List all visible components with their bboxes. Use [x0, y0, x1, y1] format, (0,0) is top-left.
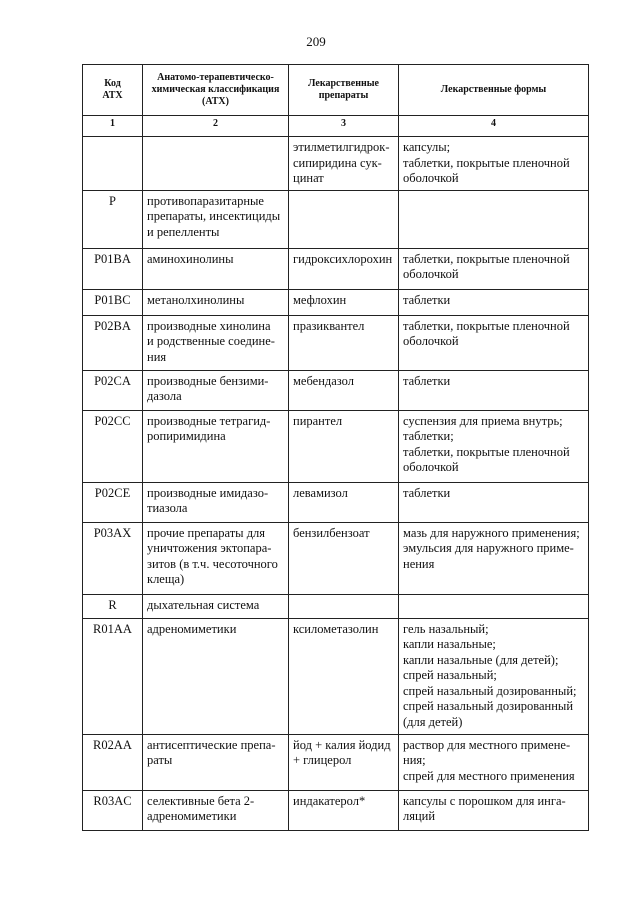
column-number: 4 [399, 116, 589, 137]
classification: противопаразитарные препараты, инсектициды и репелленты [143, 190, 289, 248]
classification: метанолхинолины [143, 289, 289, 315]
atx-code: P03AX [83, 522, 143, 594]
dosage-forms: таблетки [399, 370, 589, 410]
column-number: 2 [143, 116, 289, 137]
table-row [83, 790, 589, 830]
dosage-forms [399, 190, 589, 248]
drug-name: бензилбензоат [289, 522, 399, 594]
column-number: 1 [83, 116, 143, 137]
header-dosage-forms: Лекарственные формы [399, 65, 589, 116]
header-atx-classification: Анатомо-терапевтическо- химическая классификация (АТХ) [143, 65, 289, 116]
atx-code: P02BA [83, 315, 143, 370]
atx-code: P02CA [83, 370, 143, 410]
dosage-forms: капсулы; таблетки, покрытые пленочной оболочкой [399, 137, 589, 191]
header-atx-code: Код АТХ [83, 65, 143, 116]
atx-code: R [83, 594, 143, 618]
atx-code: P [83, 190, 143, 248]
page-number: 209 [306, 34, 326, 49]
table-row [83, 370, 589, 410]
dosage-forms: капсулы с порошком для инга- ляций [399, 790, 589, 830]
dosage-forms: таблетки [399, 289, 589, 315]
classification: прочие препараты для уничтожения эктопара- зитов (в т.ч. чесоточного клеща) [143, 522, 289, 594]
classification: производные хинолина и родственные соедине- ния [143, 315, 289, 370]
table-row [83, 410, 589, 482]
dosage-forms: таблетки, покрытые пленочной оболочкой [399, 315, 589, 370]
dosage-forms: таблетки, покрытые пленочной оболочкой [399, 248, 589, 289]
table-row [83, 482, 589, 522]
drug-name: гидроксихлорохин [289, 248, 399, 289]
dosage-forms [399, 594, 589, 618]
drug-name: пирантел [289, 410, 399, 482]
drug-name: йод + калия йодид + глицерол [289, 734, 399, 790]
drug-name: мебендазол [289, 370, 399, 410]
table-row [83, 315, 589, 370]
classification: аминохинолины [143, 248, 289, 289]
table-row [83, 248, 589, 289]
classification: производные тетрагид- ропиримидина [143, 410, 289, 482]
drug-name [289, 594, 399, 618]
drug-name [289, 190, 399, 248]
atx-table [82, 64, 589, 831]
table-row [83, 289, 589, 315]
atx-code: R02AA [83, 734, 143, 790]
drug-name: индакатерол* [289, 790, 399, 830]
drug-name: мефлохин [289, 289, 399, 315]
column-number-row [83, 116, 589, 137]
classification [143, 137, 289, 191]
drug-name: этилметилгидрок- сипиридина сук- цинат [289, 137, 399, 191]
atx-code [83, 137, 143, 191]
drug-name: празиквантел [289, 315, 399, 370]
table-row [83, 618, 589, 734]
dosage-forms: раствор для местного примене- ния; спрей для местного применения [399, 734, 589, 790]
atx-code: R03AC [83, 790, 143, 830]
table-row [83, 137, 589, 191]
dosage-forms: мазь для наружного применения; эмульсия для наружного приме- нения [399, 522, 589, 594]
atx-code: R01AA [83, 618, 143, 734]
dosage-forms: гель назальный; капли назальные; капли назальные (для детей); спрей назальный; спрей назальный дозированный; спрей назальный дозированный (для детей) [399, 618, 589, 734]
classification: адреномиметики [143, 618, 289, 734]
classification: дыхательная система [143, 594, 289, 618]
table-row [83, 522, 589, 594]
table-row [83, 734, 589, 790]
classification: производные бензими- дазола [143, 370, 289, 410]
header-drugs: Лекарственные препараты [289, 65, 399, 116]
atx-code: P01BA [83, 248, 143, 289]
column-number: 3 [289, 116, 399, 137]
atx-code: P02CC [83, 410, 143, 482]
classification: антисептические препа- раты [143, 734, 289, 790]
atx-code: P01BC [83, 289, 143, 315]
header-row [83, 65, 589, 116]
table-row [83, 594, 589, 618]
dosage-forms: таблетки [399, 482, 589, 522]
classification: селективные бета 2- адреномиметики [143, 790, 289, 830]
atx-code: P02CE [83, 482, 143, 522]
table-row [83, 190, 589, 248]
dosage-forms: суспензия для приема внутрь; таблетки; таблетки, покрытые пленочной оболочкой [399, 410, 589, 482]
drug-name: ксилометазолин [289, 618, 399, 734]
classification: производные имидазо- тиазола [143, 482, 289, 522]
drug-name: левамизол [289, 482, 399, 522]
